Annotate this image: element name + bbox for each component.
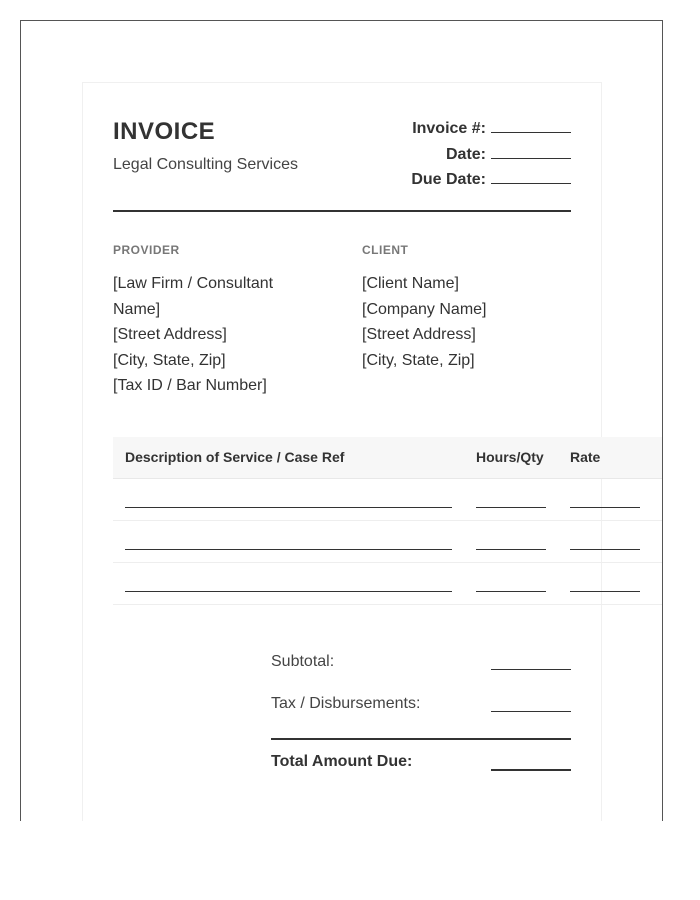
column-header-hours: Hours/Qty [476,449,544,465]
client-line: [City, State, Zip] [362,351,475,369]
invoice-number-row [411,116,571,142]
provider-line: Name] [113,300,161,318]
table-row [113,479,663,521]
invoice-title: INVOICE [113,118,216,145]
provider-line: [Street Address] [113,326,227,343]
column-header-description: Description of Service / Case Ref [125,449,345,465]
provider-heading: PROVIDER [113,243,180,257]
invoice-date-blank [491,144,571,159]
hours-blank [476,549,546,550]
column-header-rate: Rate [570,449,601,465]
client-block [362,243,582,373]
invoice-meta [411,116,571,193]
rate-blank [570,591,640,592]
tax-blank [491,711,571,712]
description-blank [125,591,452,592]
header-divider [113,210,571,212]
table-header [113,437,663,479]
description-blank [125,549,452,550]
invoice-subtitle: Legal Consulting Services [113,156,298,173]
due-date-label: Due Date: [411,171,486,188]
hours-blank [476,591,546,592]
invoice-date-label: Date: [445,145,486,163]
document-viewport [20,20,663,821]
due-date-blank [491,169,571,184]
client-line: [Company Name] [362,300,487,318]
provider-line: [Tax ID / Bar Number] [113,377,267,394]
invoice-date-row [411,142,571,168]
table-row [113,563,663,605]
total-due-label: Total Amount Due: [271,753,413,770]
provider-block [113,243,333,399]
subtotal-row [271,643,571,685]
invoice-page [82,82,602,821]
subtotal-label: Subtotal: [271,653,335,670]
services-table [113,437,663,605]
table-row [113,521,663,563]
total-due-blank [491,769,571,771]
client-address [362,271,582,373]
table-body [113,479,663,605]
due-date-row [411,167,571,193]
tax-label: Tax / Disbursements: [271,695,421,712]
subtotal-blank [491,669,571,670]
invoice-number-label: Invoice #: [412,120,486,137]
totals-block [271,643,571,780]
client-line: [Street Address] [362,326,476,343]
provider-line: [Law Firm / Consultant [113,275,274,292]
tax-row [271,685,571,727]
hours-blank [476,507,546,508]
rate-blank [570,507,640,508]
total-due-row [271,740,571,780]
client-line: [Client Name] [362,275,459,292]
provider-address [113,271,333,399]
rate-blank [570,549,640,550]
invoice-number-blank [491,118,571,133]
client-heading: CLIENT [362,243,409,257]
description-blank [125,507,452,508]
provider-line: [City, State, Zip] [113,351,226,369]
